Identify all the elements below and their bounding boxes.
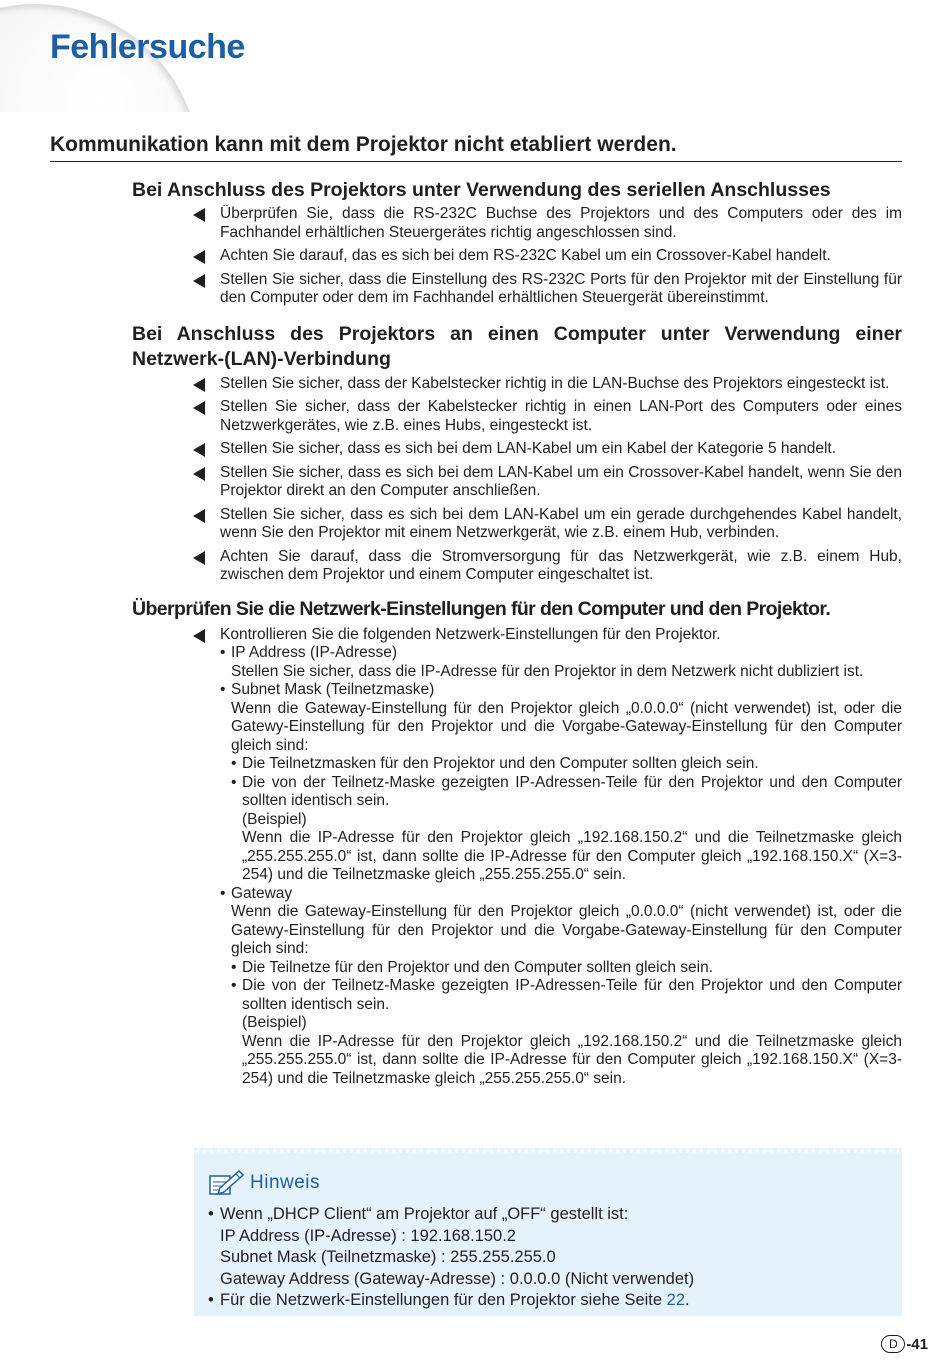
note-header bbox=[206, 1168, 320, 1198]
note-dotted-border bbox=[194, 1148, 902, 1154]
main-heading: Kommunikation kann mit dem Projektor nicht etabliert werden. bbox=[50, 133, 902, 162]
section-network-settings-title: Überprüfen Sie die Netzwerk-Einstellungen für den Computer und den Projektor. bbox=[132, 597, 831, 620]
arrow-bullet-icon bbox=[193, 250, 205, 264]
section-serial bbox=[132, 178, 902, 308]
ip-address-item bbox=[220, 644, 902, 681]
list-item: Überprüfen Sie, dass die RS-232C Buchse des Projektors und des Computers oder des im Fachhandel erhältlichen Steuergerätes richtig angeschlossen sind. bbox=[132, 205, 902, 242]
example-label: (Beispiel) bbox=[242, 810, 307, 828]
list-item: Stellen Sie sicher, dass die Einstellung des RS-232C Ports für den Projektor mit der Einstellung für den Computer oder dem im Fachhandel erhältlichen Steuergerät übereinstimmt. bbox=[132, 271, 902, 308]
list-item: Achten Sie darauf, dass die Stromversorgung für das Netzwerkgerät, wie z.B. einem Hub, zwischen dem Projektor und einem Computer eingeschaltet ist. bbox=[132, 548, 902, 585]
subnet-mask-text: Wenn die Gateway-Einstellung für den Projektor gleich „0.0.0.0“ (nicht verwendet) ist, oder die Gatewy-Einstellung für den Projektor und die Vorgabe-Gateway-Einstellung für den Computer gleich sind: bbox=[231, 699, 902, 754]
section-serial-list bbox=[132, 205, 902, 308]
gateway-label: • Gateway bbox=[231, 884, 293, 902]
list-item: • Die von der Teilnetz-Maske gezeigten IP-Adressen-Teile für den Projektor und den Computer sollten identisch sein. (Beispiel) Wenn die IP-Adresse für den Projektor gleich „192.168.150.2“ und die Teilnetzmaske gleich „255.255.255.0“ ist, dann sollte die IP-Adresse für den Computer gleich „192.168.150.X“ (X=3-254) und die Teilnetzmaske gleich „255.255.255.0“ sein. bbox=[231, 774, 902, 885]
arrow-bullet-icon bbox=[193, 509, 205, 523]
page-letter-badge: D bbox=[881, 1335, 905, 1353]
page-reference-link[interactable]: 22 bbox=[666, 1291, 685, 1309]
arrow-bullet-icon bbox=[193, 401, 205, 415]
gateway-points bbox=[231, 959, 902, 1089]
title-area bbox=[0, 0, 950, 112]
list-item bbox=[132, 626, 902, 1089]
note-label: Hinweis bbox=[250, 1172, 321, 1193]
section-serial-title: Bei Anschluss des Projektors unter Verwendung des seriellen Anschlusses bbox=[132, 179, 831, 201]
list-item: Stellen Sie sicher, dass der Kabelstecker richtig in einen LAN-Port des Computers oder eines Netzwerkgerätes, wie z.B. eines Hubs, eingesteckt ist. bbox=[132, 398, 902, 435]
list-item: • Die Teilnetze für den Projektor und den Computer sollten gleich sein. bbox=[231, 959, 902, 978]
arrow-bullet-icon bbox=[193, 467, 205, 481]
note-line: • Für die Netzwerk-Einstellungen für den Projektor siehe Seite 22. bbox=[208, 1290, 888, 1312]
note-line: • Wenn „DHCP Client“ am Projektor auf „OFF“ gestellt ist: bbox=[208, 1204, 888, 1226]
section-lan-list bbox=[132, 375, 902, 585]
subnet-points bbox=[231, 755, 902, 885]
list-item: • Die Teilnetzmasken für den Projektor und den Computer sollten gleich sein. bbox=[231, 755, 902, 774]
note-body bbox=[208, 1204, 888, 1312]
list-item: Achten Sie darauf, das es sich bei dem RS-232C Kabel um ein Crossover-Kabel handelt. bbox=[132, 247, 902, 266]
note-line: Gateway Address (Gateway-Adresse) : 0.0.0.0 (Nicht verwendet) bbox=[220, 1269, 695, 1288]
note-pencil-icon bbox=[206, 1168, 246, 1198]
page-title: Fehlersuche bbox=[50, 28, 245, 66]
subnet-mask-item bbox=[220, 681, 902, 885]
arrow-bullet-icon bbox=[193, 274, 205, 288]
example-label: (Beispiel) bbox=[242, 1014, 307, 1031]
note-box bbox=[194, 1148, 902, 1316]
page-number-text: -41 bbox=[906, 1335, 928, 1353]
arrow-bullet-icon bbox=[193, 208, 205, 222]
page-number bbox=[881, 1335, 928, 1353]
note-line: IP Address (IP-Adresse) : 192.168.150.2 bbox=[220, 1226, 516, 1245]
arrow-bullet-icon bbox=[193, 551, 205, 565]
subnet-mask-label: • Subnet Mask (Teilnetzmaske) bbox=[231, 681, 435, 698]
section-lan-title: Bei Anschluss des Projektors an einen Computer unter Verwendung einer Netzwerk-(LAN)-Verbindung bbox=[132, 322, 902, 370]
ip-address-label: • IP Address (IP-Adresse) bbox=[231, 644, 397, 661]
section-network-settings-list bbox=[132, 626, 902, 1089]
list-item: • Die von der Teilnetz-Maske gezeigten IP-Adressen-Teile für den Projektor und den Computer sollten identisch sein. (Beispiel) Wenn die IP-Adresse für den Projektor gleich „192.168.150.2“ und die Teilnetzmaske gleich „255.255.255.0“ ist, dann sollte die IP-Adresse für den Computer gleich „192.168.150.X“ (X=3-254) und die Teilnetzmaske gleich „255.255.255.0“ sein. bbox=[231, 977, 902, 1088]
network-intro: Kontrollieren Sie die folgenden Netzwerk-Einstellungen für den Projektor. bbox=[220, 625, 721, 643]
gateway-item bbox=[220, 885, 902, 1089]
arrow-bullet-icon bbox=[193, 378, 205, 392]
note-line: Subnet Mask (Teilnetzmaske) : 255.255.255.0 bbox=[220, 1248, 556, 1266]
example-text: Wenn die IP-Adresse für den Projektor gleich „192.168.150.2“ und die Teilnetzmaske gleich „255.255.255.0“ ist, dann sollte die IP-Adresse für den Computer gleich „192.168.150.X“ (X=3-254) und die Teilnetzmaske gleich „255.255.255.0“ sein. bbox=[242, 829, 902, 883]
section-lan bbox=[132, 322, 902, 585]
ip-address-text: Stellen Sie sicher, dass die IP-Adresse für den Projektor in dem Netzwerk nicht dubliziert ist. bbox=[231, 662, 864, 680]
gateway-text: Wenn die Gateway-Einstellung für den Projektor gleich „0.0.0.0“ (nicht verwendet) ist, oder die Gatewy-Einstellung für den Projektor und die Vorgabe-Gateway-Einstellung für den Computer gleich sind: bbox=[231, 903, 902, 957]
list-item: Stellen Sie sicher, dass es sich bei dem LAN-Kabel um ein Crossover-Kabel handelt, wenn Sie den Projektor direkt an den Computer anschließen. bbox=[132, 464, 902, 501]
example-text: Wenn die IP-Adresse für den Projektor gleich „192.168.150.2“ und die Teilnetzmaske gleich „255.255.255.0“ ist, dann sollte die IP-Adresse für den Computer gleich „192.168.150.X“ (X=3-254) und die Teilnetzmaske gleich „255.255.255.0“ sein. bbox=[242, 1032, 902, 1087]
settings-sublist bbox=[220, 644, 902, 1088]
list-item: Stellen Sie sicher, dass der Kabelstecker richtig in die LAN-Buchse des Projektors eingesteckt ist. bbox=[132, 375, 902, 394]
arrow-bullet-icon bbox=[193, 629, 205, 643]
arrow-bullet-icon bbox=[193, 443, 205, 457]
section-network-settings bbox=[132, 597, 902, 1089]
list-item: Stellen Sie sicher, dass es sich bei dem LAN-Kabel um ein Kabel der Kategorie 5 handelt. bbox=[132, 440, 902, 459]
list-item: Stellen Sie sicher, dass es sich bei dem LAN-Kabel um ein gerade durchgehendes Kabel handelt, wenn Sie den Projektor mit einem Netzwerkgerät, wie z.B. einem Hub, verbinden. bbox=[132, 506, 902, 543]
content bbox=[132, 178, 902, 1093]
